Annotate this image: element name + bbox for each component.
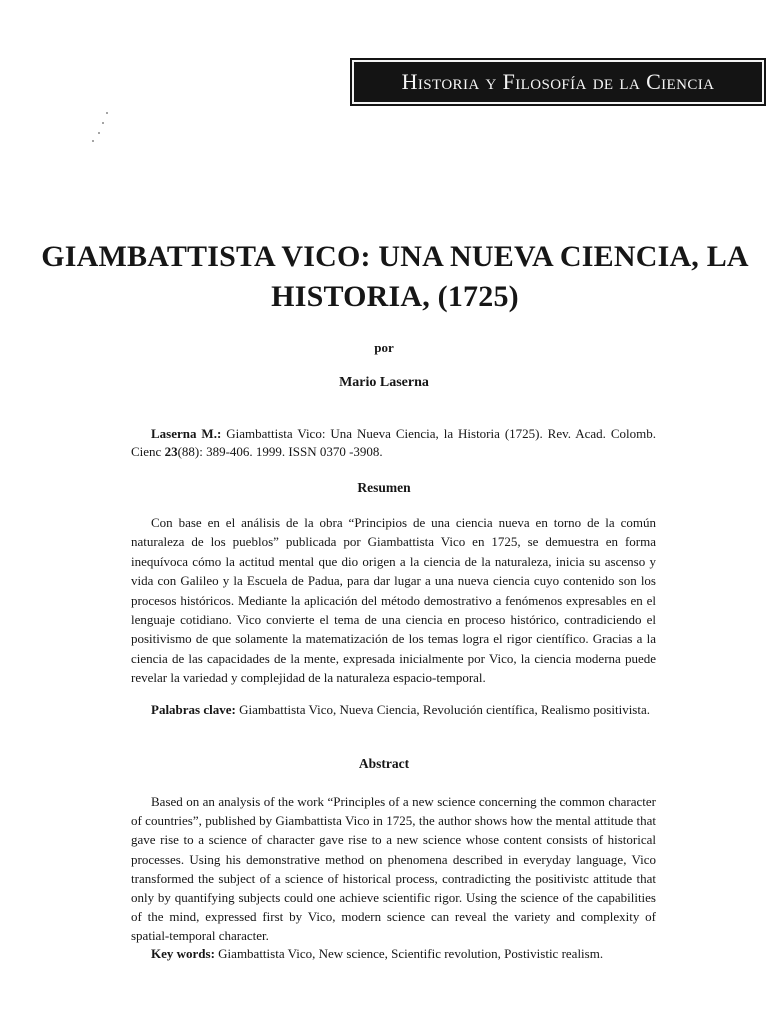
key-words-label: Key words: <box>151 946 215 961</box>
resumen-heading: Resumen <box>357 480 411 495</box>
scan-specks <box>88 110 118 150</box>
section-banner <box>350 58 766 106</box>
author-name: Mario Laserna <box>339 375 429 390</box>
key-words <box>131 944 656 963</box>
section-banner-label: Historia y Filosofía de la Ciencia <box>401 69 715 94</box>
citation <box>131 425 656 461</box>
citation-pages: (88): 389-406. 1999. ISSN 0370 -3908. <box>177 444 383 459</box>
palabras-clave <box>131 700 656 719</box>
resumen-body: Con base en el análisis de la obra “Principios de una ciencia nueva en torno de la común naturaleza de los pueblos” publicada por Giambattista Vico en 1725, se demuestra en forma inequívoca cómo la actitud mental que dio origen a la ciencia de la naturaleza, inicia su ascenso y vida con Galileo y la Escuela de Padua, para dar lugar a una nueva ciencia cuyo contenido son los procesos históricos. Mediante la aplicación del método demostrativo a fenómenos expresables en el lenguaje cotidiano. Vico convierte el tema de una ciencia en proceso histórico, contradiciendo el positivismo de que solamente la matematización de los temas logra el rigor científico. Gracias a la ciencia de las capacidades de la mente, expresada inicialmente por Vico, la ciencia moderna puede revelar la variedad y complejidad de la naturaleza espacio-temporal. <box>131 515 656 686</box>
citation-text: Giambattista Vico: Una Nueva Ciencia, la Historia (1725). Rev. Acad. Colomb. Cienc <box>131 426 656 459</box>
abstract-heading: Abstract <box>358 756 410 771</box>
by-label: por <box>374 340 394 355</box>
abstract-body: Based on an analysis of the work “Principles of a new science concerning the common character of countries”, published by Giambattista Vico in 1725, the author shows how the mental attitude that gave rise to a science of character gave rise to a new science whose content consists of historical processes. Using his demonstrative method on phenomena described in everyday language, Vico transformed the subject of a science of historical process, contradicting the positivistc attitude that only by quantifying subjects could one achieve scientific rigor. Using the science of the capabilities of the mind, expressed first by Vico, modern science can reveal the variety and complexity of spatial-temporal character. <box>131 794 656 944</box>
palabras-clave-label: Palabras clave: <box>151 702 236 717</box>
citation-volume: 23 <box>164 444 178 459</box>
key-words-text: Giambattista Vico, New science, Scientific revolution, Postivistic realism. <box>214 946 604 961</box>
citation-author: Laserna M.: <box>151 426 222 441</box>
article-title: GIAMBATTISTA VICO: UNA NUEVA CIENCIA, LA HISTORIA, (1725) <box>41 240 749 313</box>
palabras-clave-text: Giambattista Vico, Nueva Ciencia, Revolución científica, Realismo positivista. <box>235 702 651 717</box>
